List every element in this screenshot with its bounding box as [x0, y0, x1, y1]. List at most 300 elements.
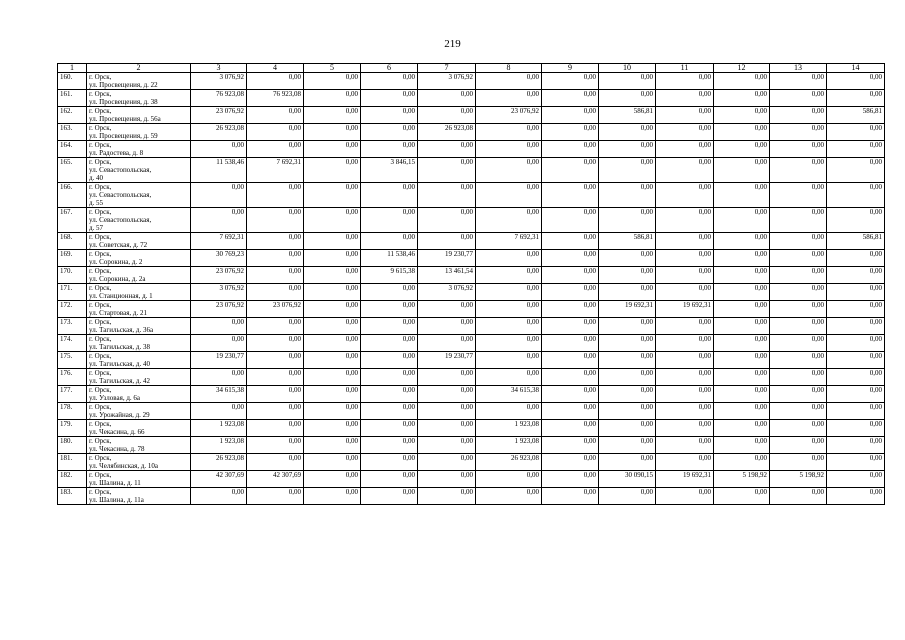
value-cell: 23 076,92	[247, 301, 304, 318]
value-cell: 0,00	[418, 437, 476, 454]
address-line: г. Орск,	[89, 454, 112, 462]
value-cell: 0,00	[191, 335, 247, 352]
value-cell: 76 923,08	[191, 90, 247, 107]
value-cell: 0,00	[827, 420, 885, 437]
value-cell: 0,00	[247, 107, 304, 124]
value-cell: 0,00	[542, 318, 599, 335]
address-line: ул. Тагильская, д. 38	[89, 343, 150, 351]
value-cell: 0,00	[827, 183, 885, 208]
value-cell: 0,00	[476, 403, 542, 420]
value-cell: 0,00	[714, 454, 770, 471]
address-line: г. Орск,	[89, 124, 112, 132]
column-header: 6	[361, 64, 418, 73]
address-line: ул. Узловая, д. 6а	[89, 394, 140, 402]
value-cell: 0,00	[418, 471, 476, 488]
column-header: 12	[714, 64, 770, 73]
value-cell: 0,00	[770, 369, 827, 386]
value-cell: 0,00	[542, 352, 599, 369]
value-cell: 0,00	[542, 158, 599, 183]
value-cell: 0,00	[304, 488, 361, 505]
address-cell	[87, 124, 191, 141]
column-header: 8	[476, 64, 542, 73]
address-cell	[87, 141, 191, 158]
address-line: д. 57	[89, 224, 104, 232]
address-cell	[87, 369, 191, 386]
value-cell: 23 076,92	[191, 301, 247, 318]
row-number: 172.	[58, 301, 87, 318]
table-row	[58, 267, 885, 284]
value-cell: 3 076,92	[418, 284, 476, 301]
address-line: д. 40	[89, 174, 104, 182]
value-cell: 0,00	[599, 124, 656, 141]
value-cell: 0,00	[304, 420, 361, 437]
value-cell: 0,00	[827, 471, 885, 488]
value-cell: 23 076,92	[191, 267, 247, 284]
value-cell: 0,00	[827, 318, 885, 335]
value-cell: 0,00	[714, 208, 770, 233]
address-cell	[87, 403, 191, 420]
address-cell	[87, 335, 191, 352]
value-cell: 0,00	[247, 267, 304, 284]
value-cell: 3 846,15	[361, 158, 418, 183]
value-cell: 0,00	[476, 73, 542, 90]
address-cell	[87, 183, 191, 208]
value-cell: 0,00	[247, 124, 304, 141]
value-cell: 0,00	[191, 208, 247, 233]
address-line: г. Орск,	[89, 420, 112, 428]
value-cell: 0,00	[714, 158, 770, 183]
row-number: 163.	[58, 124, 87, 141]
value-cell: 0,00	[304, 454, 361, 471]
value-cell: 0,00	[542, 124, 599, 141]
value-cell: 0,00	[542, 73, 599, 90]
value-cell: 0,00	[599, 318, 656, 335]
value-cell: 0,00	[361, 318, 418, 335]
value-cell: 0,00	[656, 352, 714, 369]
value-cell: 0,00	[714, 124, 770, 141]
value-cell: 7 692,31	[191, 233, 247, 250]
address-line: ул. Просвещения, д. 22	[89, 81, 158, 89]
table-row	[58, 107, 885, 124]
value-cell: 0,00	[714, 352, 770, 369]
row-number: 160.	[58, 73, 87, 90]
value-cell: 0,00	[714, 369, 770, 386]
data-table	[57, 63, 885, 505]
value-cell: 0,00	[656, 420, 714, 437]
row-number: 165.	[58, 158, 87, 183]
value-cell: 0,00	[827, 335, 885, 352]
table-row	[58, 284, 885, 301]
value-cell: 0,00	[656, 488, 714, 505]
value-cell: 0,00	[656, 437, 714, 454]
value-cell: 0,00	[656, 73, 714, 90]
address-cell	[87, 437, 191, 454]
value-cell: 0,00	[361, 386, 418, 403]
table-row	[58, 386, 885, 403]
table-row	[58, 369, 885, 386]
value-cell: 26 923,08	[418, 124, 476, 141]
row-number: 182.	[58, 471, 87, 488]
table-row	[58, 158, 885, 183]
table-row	[58, 488, 885, 505]
value-cell: 0,00	[599, 183, 656, 208]
value-cell: 0,00	[304, 158, 361, 183]
address-line: ул. Сорокина, д. 2	[89, 258, 143, 266]
row-number: 180.	[58, 437, 87, 454]
row-number: 174.	[58, 335, 87, 352]
value-cell: 0,00	[247, 335, 304, 352]
address-line: г. Орск,	[89, 107, 112, 115]
value-cell: 0,00	[476, 369, 542, 386]
value-cell: 0,00	[361, 73, 418, 90]
value-cell: 0,00	[304, 233, 361, 250]
value-cell: 26 923,08	[191, 454, 247, 471]
value-cell: 0,00	[542, 488, 599, 505]
address-cell	[87, 454, 191, 471]
column-header: 11	[656, 64, 714, 73]
value-cell: 42 307,69	[191, 471, 247, 488]
value-cell: 7 692,31	[476, 233, 542, 250]
address-line: ул. Чекасина, д. 78	[89, 445, 145, 453]
header-row	[58, 64, 885, 73]
value-cell: 0,00	[191, 403, 247, 420]
value-cell: 0,00	[599, 250, 656, 267]
value-cell: 0,00	[599, 158, 656, 183]
value-cell: 42 307,69	[247, 471, 304, 488]
value-cell: 0,00	[476, 318, 542, 335]
value-cell: 0,00	[247, 284, 304, 301]
value-cell: 30 769,23	[191, 250, 247, 267]
address-line: г. Орск,	[89, 90, 112, 98]
value-cell: 0,00	[827, 454, 885, 471]
value-cell: 0,00	[827, 284, 885, 301]
value-cell: 0,00	[827, 488, 885, 505]
value-cell: 34 615,38	[476, 386, 542, 403]
address-line: ул. Челябинская, д. 10а	[89, 462, 159, 470]
address-cell	[87, 420, 191, 437]
row-number: 179.	[58, 420, 87, 437]
value-cell: 0,00	[542, 386, 599, 403]
value-cell: 0,00	[247, 141, 304, 158]
value-cell: 0,00	[656, 403, 714, 420]
table-row	[58, 208, 885, 233]
value-cell: 0,00	[247, 183, 304, 208]
value-cell: 0,00	[361, 183, 418, 208]
address-line: ул. Радостева, д. 8	[89, 149, 144, 157]
value-cell: 586,81	[599, 233, 656, 250]
value-cell: 0,00	[542, 208, 599, 233]
value-cell: 0,00	[418, 420, 476, 437]
value-cell: 5 198,92	[714, 471, 770, 488]
value-cell: 0,00	[418, 141, 476, 158]
value-cell: 0,00	[361, 301, 418, 318]
value-cell: 0,00	[191, 141, 247, 158]
value-cell: 0,00	[418, 403, 476, 420]
row-number: 170.	[58, 267, 87, 284]
value-cell: 0,00	[599, 386, 656, 403]
value-cell: 586,81	[599, 107, 656, 124]
value-cell: 0,00	[191, 488, 247, 505]
value-cell: 0,00	[418, 386, 476, 403]
value-cell: 0,00	[770, 107, 827, 124]
value-cell: 11 538,46	[361, 250, 418, 267]
table-row	[58, 471, 885, 488]
address-cell	[87, 488, 191, 505]
value-cell: 0,00	[418, 158, 476, 183]
table-body	[58, 73, 885, 505]
value-cell: 0,00	[542, 301, 599, 318]
value-cell: 0,00	[418, 107, 476, 124]
value-cell: 0,00	[304, 352, 361, 369]
value-cell: 0,00	[714, 107, 770, 124]
row-number: 178.	[58, 403, 87, 420]
address-line: г. Орск,	[89, 318, 112, 326]
value-cell: 0,00	[247, 403, 304, 420]
value-cell: 0,00	[827, 73, 885, 90]
value-cell: 0,00	[714, 386, 770, 403]
row-number: 164.	[58, 141, 87, 158]
table-row	[58, 141, 885, 158]
table-row	[58, 301, 885, 318]
value-cell: 0,00	[770, 488, 827, 505]
table-row	[58, 183, 885, 208]
value-cell: 0,00	[304, 208, 361, 233]
address-line: г. Орск,	[89, 335, 112, 343]
column-header: 10	[599, 64, 656, 73]
value-cell: 0,00	[770, 267, 827, 284]
value-cell: 0,00	[656, 369, 714, 386]
value-cell: 0,00	[418, 488, 476, 505]
value-cell: 0,00	[476, 250, 542, 267]
value-cell: 0,00	[476, 335, 542, 352]
value-cell: 3 076,92	[418, 73, 476, 90]
value-cell: 13 461,54	[418, 267, 476, 284]
value-cell: 0,00	[542, 454, 599, 471]
column-header: 9	[542, 64, 599, 73]
value-cell: 0,00	[476, 124, 542, 141]
value-cell: 0,00	[418, 335, 476, 352]
value-cell: 34 615,38	[191, 386, 247, 403]
value-cell: 0,00	[304, 318, 361, 335]
value-cell: 1 923,08	[191, 420, 247, 437]
value-cell: 0,00	[599, 90, 656, 107]
value-cell: 0,00	[714, 318, 770, 335]
row-number: 181.	[58, 454, 87, 471]
value-cell: 0,00	[656, 454, 714, 471]
value-cell: 23 076,92	[191, 107, 247, 124]
row-number: 177.	[58, 386, 87, 403]
value-cell: 0,00	[599, 141, 656, 158]
value-cell: 0,00	[418, 454, 476, 471]
table-row	[58, 318, 885, 335]
address-cell	[87, 90, 191, 107]
table-row	[58, 90, 885, 107]
value-cell: 0,00	[476, 284, 542, 301]
row-number: 168.	[58, 233, 87, 250]
address-cell	[87, 208, 191, 233]
address-line: г. Орск,	[89, 488, 112, 496]
address-line: г. Орск,	[89, 386, 112, 394]
value-cell: 0,00	[476, 141, 542, 158]
value-cell: 0,00	[656, 250, 714, 267]
value-cell: 0,00	[542, 250, 599, 267]
value-cell: 0,00	[247, 386, 304, 403]
value-cell: 0,00	[361, 488, 418, 505]
value-cell: 0,00	[476, 158, 542, 183]
column-header: 3	[191, 64, 247, 73]
value-cell: 0,00	[714, 141, 770, 158]
value-cell: 0,00	[476, 488, 542, 505]
value-cell: 1 923,08	[476, 420, 542, 437]
value-cell: 0,00	[476, 208, 542, 233]
value-cell: 0,00	[304, 183, 361, 208]
value-cell: 0,00	[361, 124, 418, 141]
address-line: г. Орск,	[89, 158, 112, 166]
value-cell: 0,00	[361, 208, 418, 233]
value-cell: 0,00	[542, 403, 599, 420]
value-cell: 0,00	[418, 369, 476, 386]
address-cell	[87, 284, 191, 301]
value-cell: 0,00	[361, 284, 418, 301]
value-cell: 0,00	[247, 250, 304, 267]
value-cell: 0,00	[770, 420, 827, 437]
address-line: г. Орск,	[89, 471, 112, 479]
value-cell: 3 076,92	[191, 73, 247, 90]
value-cell: 0,00	[476, 183, 542, 208]
value-cell: 0,00	[542, 90, 599, 107]
column-header: 5	[304, 64, 361, 73]
value-cell: 0,00	[418, 183, 476, 208]
value-cell: 0,00	[714, 301, 770, 318]
address-line: г. Орск,	[89, 208, 112, 216]
value-cell: 19 230,77	[418, 250, 476, 267]
address-cell	[87, 158, 191, 183]
value-cell: 0,00	[714, 233, 770, 250]
value-cell: 0,00	[361, 437, 418, 454]
value-cell: 0,00	[770, 158, 827, 183]
value-cell: 0,00	[827, 208, 885, 233]
address-cell	[87, 318, 191, 335]
address-line: г. Орск,	[89, 250, 112, 258]
value-cell: 19 692,31	[656, 301, 714, 318]
value-cell: 0,00	[656, 335, 714, 352]
address-line: г. Орск,	[89, 183, 112, 191]
row-number: 166.	[58, 183, 87, 208]
value-cell: 0,00	[247, 437, 304, 454]
row-number: 171.	[58, 284, 87, 301]
value-cell: 0,00	[247, 233, 304, 250]
value-cell: 0,00	[714, 403, 770, 420]
value-cell: 0,00	[418, 301, 476, 318]
address-cell	[87, 233, 191, 250]
value-cell: 0,00	[656, 124, 714, 141]
value-cell: 0,00	[304, 471, 361, 488]
value-cell: 0,00	[714, 90, 770, 107]
value-cell: 0,00	[361, 335, 418, 352]
value-cell: 0,00	[827, 90, 885, 107]
value-cell: 0,00	[656, 208, 714, 233]
table-row	[58, 233, 885, 250]
value-cell: 0,00	[304, 141, 361, 158]
value-cell: 0,00	[542, 141, 599, 158]
address-line: г. Орск,	[89, 403, 112, 411]
value-cell: 0,00	[542, 420, 599, 437]
address-line: ул. Тагильская, д. 42	[89, 377, 150, 385]
value-cell: 0,00	[770, 454, 827, 471]
value-cell: 0,00	[476, 352, 542, 369]
address-line: г. Орск,	[89, 301, 112, 309]
value-cell: 0,00	[304, 267, 361, 284]
value-cell: 0,00	[714, 267, 770, 284]
value-cell: 586,81	[827, 233, 885, 250]
row-number: 183.	[58, 488, 87, 505]
value-cell: 0,00	[714, 420, 770, 437]
table-row	[58, 437, 885, 454]
value-cell: 0,00	[827, 403, 885, 420]
row-number: 167.	[58, 208, 87, 233]
value-cell: 0,00	[599, 284, 656, 301]
address-cell	[87, 107, 191, 124]
value-cell: 0,00	[247, 488, 304, 505]
row-number: 173.	[58, 318, 87, 335]
column-header: 4	[247, 64, 304, 73]
address-line: г. Орск,	[89, 369, 112, 377]
address-line: ул. Тагильская, д. 40	[89, 360, 150, 368]
value-cell: 0,00	[656, 90, 714, 107]
value-cell: 0,00	[714, 73, 770, 90]
value-cell: 0,00	[656, 233, 714, 250]
value-cell: 0,00	[247, 420, 304, 437]
value-cell: 0,00	[361, 352, 418, 369]
value-cell: 0,00	[714, 437, 770, 454]
value-cell: 0,00	[542, 369, 599, 386]
value-cell: 0,00	[656, 267, 714, 284]
value-cell: 0,00	[599, 208, 656, 233]
value-cell: 0,00	[191, 183, 247, 208]
value-cell: 0,00	[770, 437, 827, 454]
value-cell: 586,81	[827, 107, 885, 124]
column-header: 2	[87, 64, 191, 73]
address-cell	[87, 267, 191, 284]
page-number: 219	[444, 38, 461, 50]
address-line: ул. Просвещения, д. 59	[89, 132, 158, 140]
value-cell: 0,00	[304, 301, 361, 318]
value-cell: 0,00	[714, 250, 770, 267]
value-cell: 0,00	[770, 403, 827, 420]
address-line: ул. Чекасина, д. 66	[89, 428, 145, 436]
value-cell: 0,00	[542, 233, 599, 250]
address-line: г. Орск,	[89, 437, 112, 445]
value-cell: 0,00	[361, 233, 418, 250]
value-cell: 0,00	[361, 420, 418, 437]
value-cell: 0,00	[827, 437, 885, 454]
value-cell: 0,00	[599, 488, 656, 505]
value-cell: 0,00	[770, 301, 827, 318]
table-row	[58, 250, 885, 267]
address-line: ул. Тагильская, д. 36а	[89, 326, 154, 334]
value-cell: 0,00	[542, 335, 599, 352]
value-cell: 1 923,08	[191, 437, 247, 454]
value-cell: 0,00	[361, 454, 418, 471]
value-cell: 19 692,31	[656, 471, 714, 488]
value-cell: 0,00	[599, 352, 656, 369]
column-header: 1	[58, 64, 87, 73]
address-line: ул. Шалина, д. 11	[89, 479, 141, 487]
value-cell: 0,00	[304, 90, 361, 107]
value-cell: 0,00	[418, 318, 476, 335]
value-cell: 0,00	[304, 437, 361, 454]
value-cell: 0,00	[304, 335, 361, 352]
